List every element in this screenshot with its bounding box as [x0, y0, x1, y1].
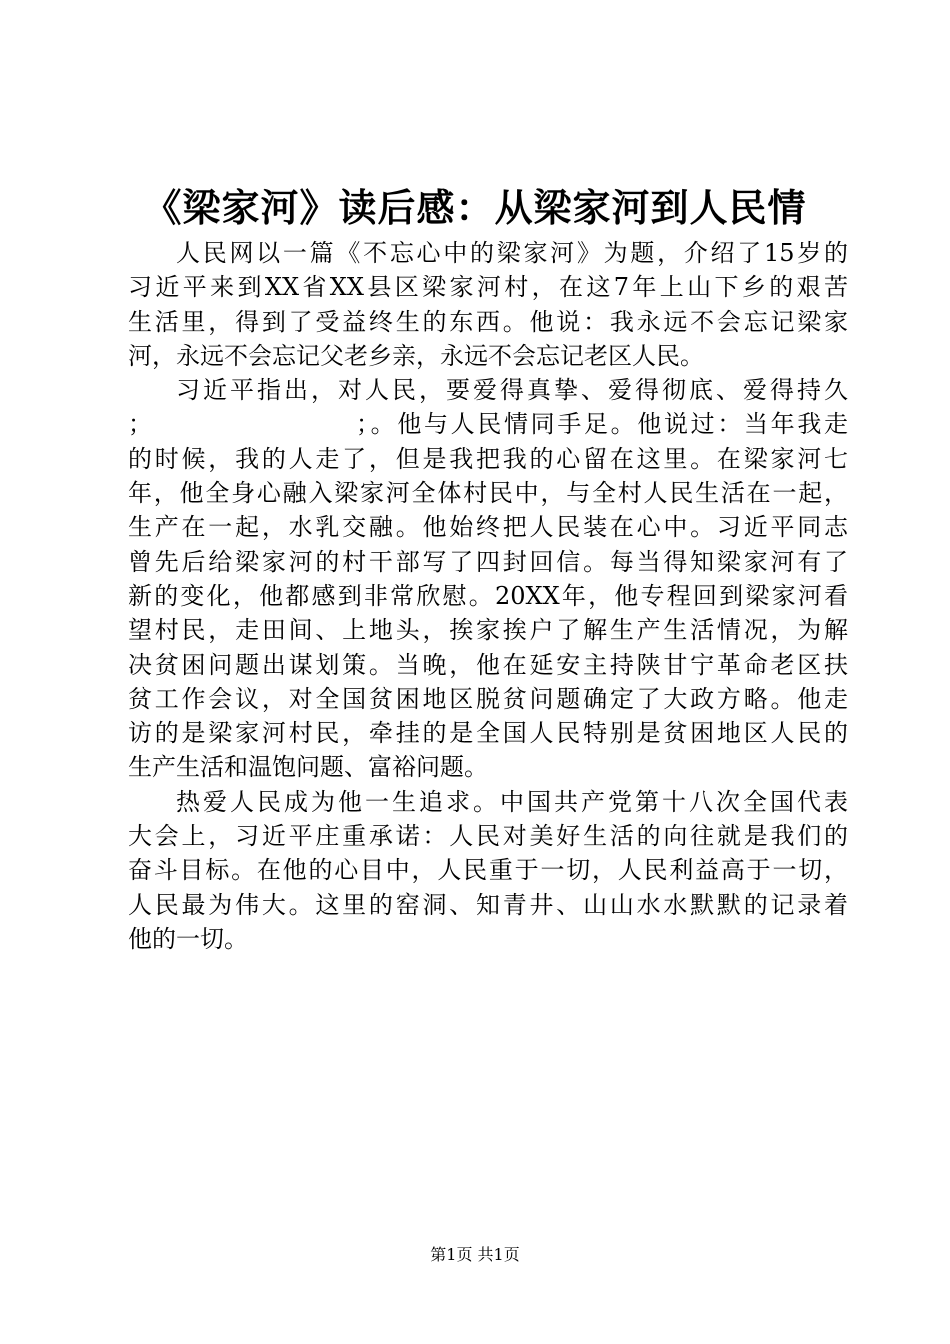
text-line: ； ；。他与人民情同手足。他说过：当年我走: [128, 410, 848, 439]
text-line: 曾先后给梁家河的村干部写了四封回信。每当得知梁家河有了: [128, 547, 848, 576]
text-line: 河，永远不会忘记父老乡亲，永远不会忘记老区人民。: [128, 341, 704, 370]
document-body: [128, 236, 848, 956]
text-line: 他的一切。: [128, 924, 248, 953]
text-line: 贫工作会议，对全国贫困地区脱贫问题确定了大政方略。他走: [128, 684, 848, 713]
paragraph-3: [128, 785, 848, 956]
text-line: 生产在一起，水乳交融。他始终把人民装在心中。习近平同志: [128, 513, 848, 542]
text-line: 习近平指出，对人民，要爱得真挚、爱得彻底、爱得持久: [176, 376, 848, 405]
text-line: 生产生活和温饱问题、富裕问题。: [128, 753, 488, 782]
text-line: 人民网以一篇《不忘心中的梁家河》为题，介绍了15岁的: [176, 239, 848, 267]
text-line: 的时候，我的人走了，但是我把我的心留在这里。在梁家河七: [128, 444, 848, 473]
text-line: 习近平来到XX省XX县区梁家河村，在这7年上山下乡的艰苦: [128, 273, 848, 302]
text-line: 望村民，走田间、上地头，挨家挨户了解生产生活情况，为解: [128, 616, 848, 645]
text-line: 生活里，得到了受益终生的东西。他说：我永远不会忘记梁家: [128, 307, 848, 336]
page-footer: 第1页 共1页: [430, 1245, 520, 1264]
text-line: 访的是梁家河村民，牵挂的是全国人民特别是贫困地区人民的: [128, 719, 848, 748]
text-line: 人民最为伟大。这里的窑洞、知青井、山山水水默默的记录着: [128, 890, 848, 919]
document-title: 《梁家河》读后感：从梁家河到人民情: [143, 185, 807, 230]
text-line: 新的变化，他都感到非常欣慰。20XX年，他专程回到梁家河看: [128, 581, 848, 610]
text-line: 奋斗目标。在他的心目中，人民重于一切，人民利益高于一切，: [128, 856, 848, 885]
text-line: 决贫困问题出谋划策。当晚，他在延安主持陕甘宁革命老区扶: [128, 650, 848, 679]
text-line: 年，他全身心融入梁家河全体村民中，与全村人民生活在一起，: [128, 479, 848, 508]
paragraph-2: [128, 373, 848, 785]
text-line: 热爱人民成为他一生追求。中国共产党第十八次全国代表: [176, 787, 848, 816]
paragraph-1: [128, 236, 848, 373]
text-line: 大会上，习近平庄重承诺：人民对美好生活的向往就是我们的: [128, 822, 848, 851]
